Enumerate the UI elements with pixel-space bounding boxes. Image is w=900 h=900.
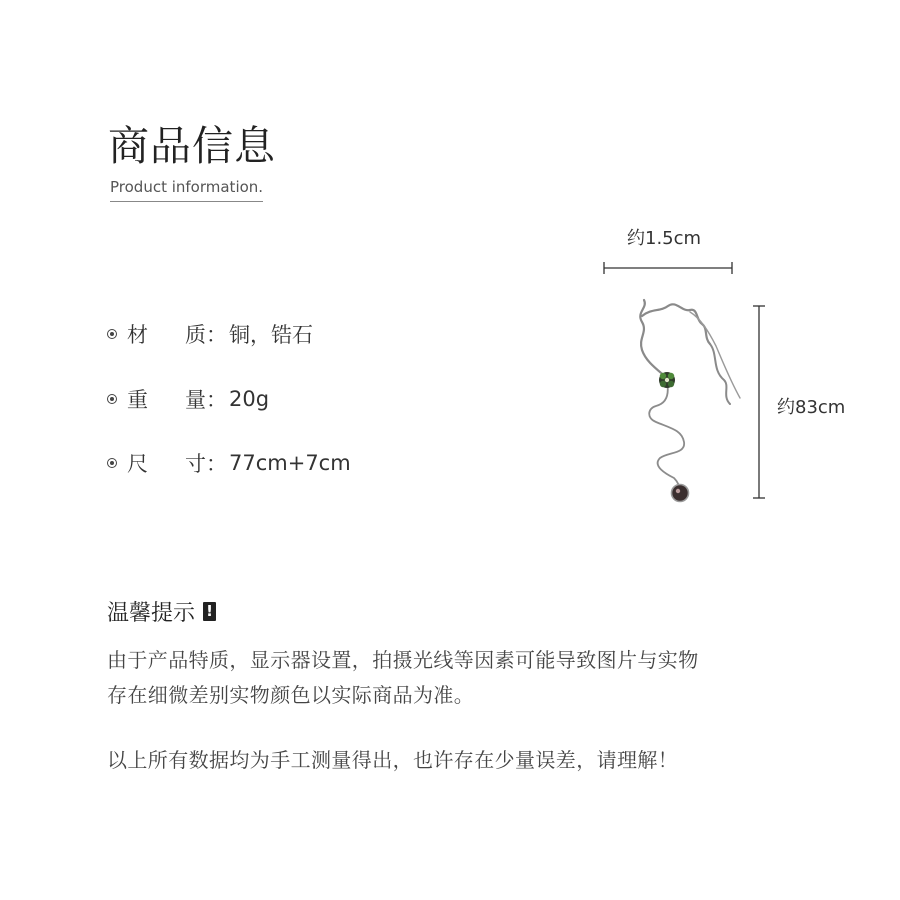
bullet-icon <box>107 394 117 404</box>
width-label: 约1.5cm <box>627 228 702 249</box>
spec-colon: ： <box>206 452 227 476</box>
spec-key: 质 <box>185 323 206 347</box>
spec-value: 77cm+7cm <box>229 451 351 475</box>
height-dimension-line <box>753 306 765 498</box>
round-stone-pendant <box>672 485 689 502</box>
necklace-dimension-diagram <box>590 220 870 520</box>
warning-icon: ! <box>203 602 216 621</box>
spec-key: 量 <box>185 388 206 412</box>
spec-value: 铜，锆石 <box>229 323 313 347</box>
spec-colon: ： <box>206 323 227 347</box>
page-subtitle: Product information. <box>110 178 263 202</box>
spec-key: 尺 <box>127 452 148 476</box>
page-title: 商品信息 <box>108 122 276 170</box>
spec-value: 20g <box>229 387 270 411</box>
zircon-flower-pendant <box>659 372 675 388</box>
tips-line: 由于产品特质，显示器设置，拍摄光线等因素可能导致图片与实物 <box>107 648 699 672</box>
tips-line: 以上所有数据均为手工测量得出，也许存在少量误差，请理解！ <box>107 748 679 772</box>
spec-row-size <box>107 446 351 480</box>
bullet-icon <box>107 458 117 468</box>
product-info-header <box>108 118 276 196</box>
spec-row-weight <box>107 382 269 416</box>
spec-key: 重 <box>127 388 148 412</box>
bullet-icon <box>107 329 117 339</box>
tips-heading <box>107 596 216 627</box>
tips-line: 存在细微差别实物颜色以实际商品为准。 <box>107 683 475 707</box>
tips-title: 温馨提示 <box>107 601 196 626</box>
height-label: 约83cm <box>777 397 846 418</box>
spec-colon: ： <box>206 388 227 412</box>
spec-row-material <box>107 317 313 351</box>
necklace-illustration <box>590 220 870 520</box>
spec-key: 寸 <box>185 452 206 476</box>
spec-key: 材 <box>127 323 148 347</box>
width-dimension-line <box>604 262 732 274</box>
chain <box>640 300 740 492</box>
